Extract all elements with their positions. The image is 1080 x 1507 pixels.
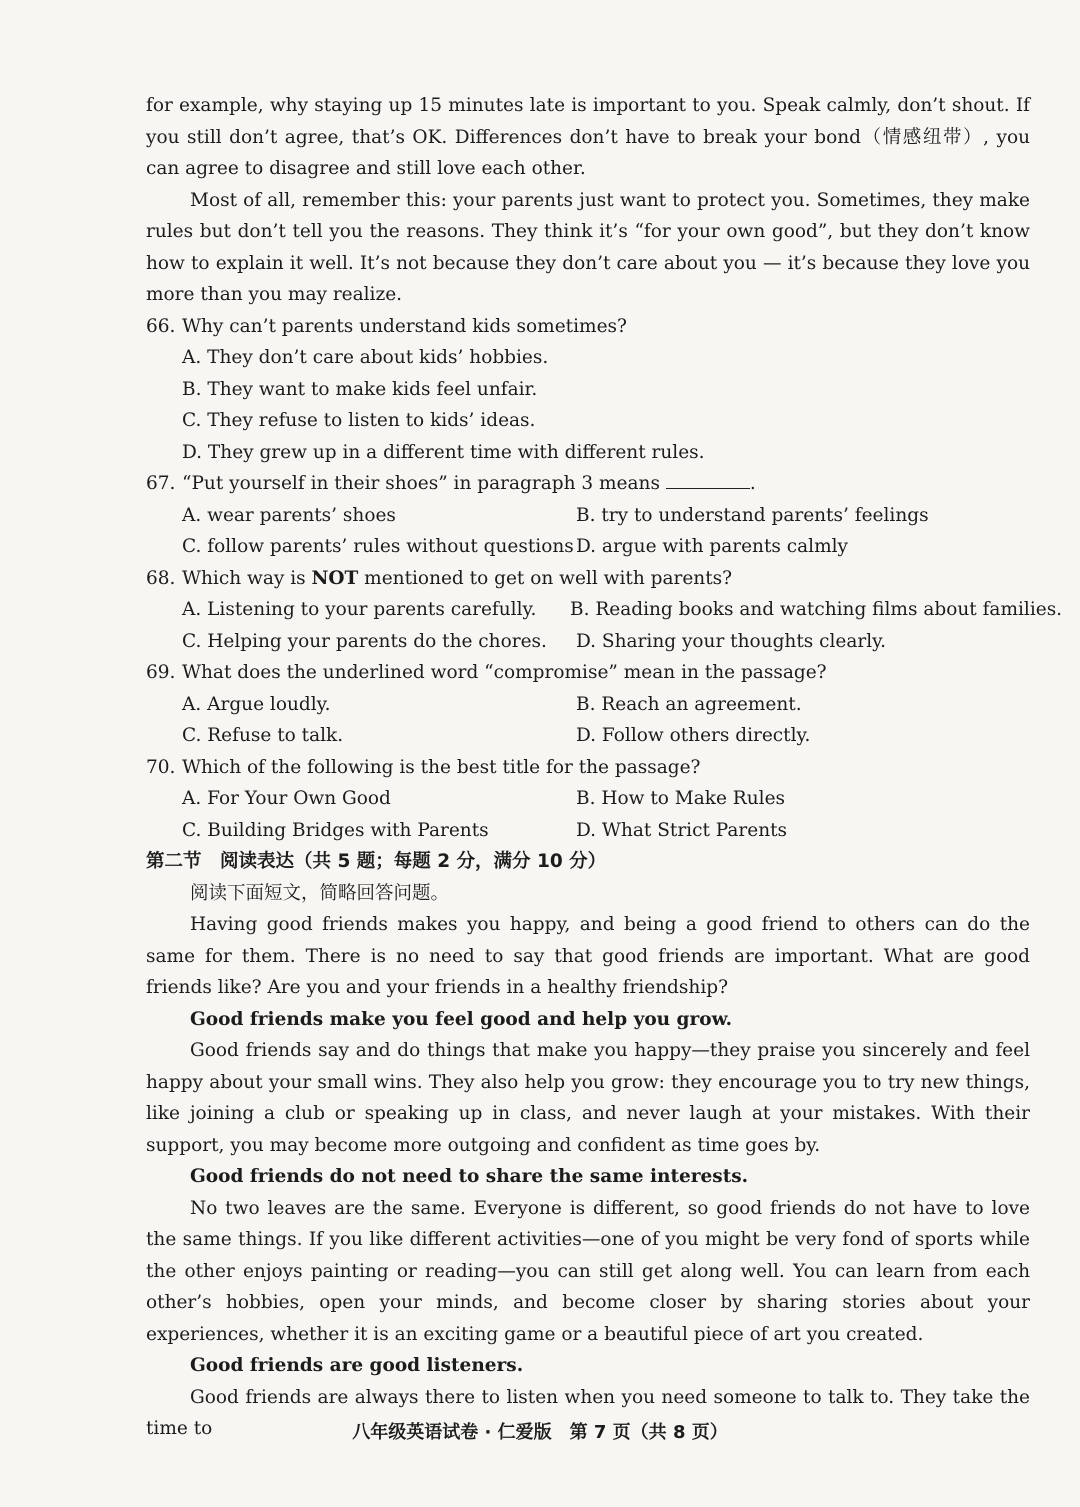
section-instruction: 阅读下面短文，简略回答问题。 (190, 882, 450, 904)
option-b: B. They want to make kids feel unfair. (182, 378, 538, 400)
option-d: D. Follow others directly. (576, 725, 811, 746)
question-text: mentioned to get on well with parents? (358, 567, 733, 589)
answer-blank[interactable] (666, 468, 750, 489)
passage-subheading: Good friends make you feel good and help you grow. (190, 1008, 733, 1030)
question-67: 67. “Put yourself in their shoes” in paragraph 3 means . A. wear parents’ shoes B. try to understand parents’ feelings C. follow parents’ rules without questions D. argue with parents calmly (146, 468, 1030, 563)
passage-paragraph: Having good friends makes you happy, and being a good friend to others can do the same for them. There is no need to say that good friends are important. What are good friends like? Are you and your friends in a healthy friendship? (146, 914, 1030, 998)
question-text: Which of the following is the best title for the passage? (182, 756, 701, 778)
question-number: 70. (146, 756, 176, 778)
option-c: C. Helping your parents do the chores. (182, 630, 547, 652)
option-c: C. Building Bridges with Parents (182, 819, 489, 841)
option-c: C. They refuse to listen to kids’ ideas. (182, 410, 536, 431)
option-a: A. For Your Own Good (182, 788, 391, 809)
option-b: B. Reach an agreement. (576, 693, 802, 715)
page-content (146, 90, 1063, 1445)
passage-subheading: Good friends are good listeners. (190, 1355, 524, 1376)
passage-paragraph: for example, why staying up 15 minutes late is important to you. Speak calmly, don’t shout. If you still don’t agree, that’s OK. Differences don’t have to break your bond（情感纽带）, you can agree to disagree and still love each other. (146, 95, 1030, 179)
option-d: D. Sharing your thoughts clearly. (576, 630, 887, 652)
option-b: B. How to Make Rules (576, 788, 786, 809)
question-text: Why can’t parents understand kids sometimes? (182, 315, 627, 337)
question-text: ” mean in the passage? (608, 662, 827, 683)
passage-paragraph: No two leaves are the same. Everyone is different, so good friends do not have to love the same things. If you like different activities—one of you might be very fond of sports while the other enjoys painting or reading—you can still get along well. You can learn from each other’s hobbies, open your minds, and become closer by sharing stories about your experiences, whether it is an exciting game or a beautiful piece of art you created. (146, 1197, 1030, 1345)
option-c: C. Refuse to talk. (182, 725, 344, 746)
passage-paragraph: Good friends are always there to listen when you need someone to talk to. They take the time to (146, 1386, 1030, 1439)
question-text: What does the underlined word “ (182, 662, 494, 683)
section-title: 第二节 阅读表达（共 5 题；每题 2 分，满分 10 分） (146, 851, 607, 872)
option-d: D. They grew up in a different time with different rules. (182, 441, 705, 463)
option-c: C. follow parents’ rules without questions (182, 536, 574, 557)
page-footer: 八年级英语试卷 · 仁爱版 第 7 页（共 8 页） (352, 1422, 728, 1443)
option-a: A. They don’t care about kids’ hobbies. (182, 347, 549, 368)
question-69 (146, 657, 1030, 752)
question-number: 66. (146, 315, 176, 337)
question-70 (146, 752, 1030, 847)
option-d: D. argue with parents calmly (576, 536, 848, 557)
question-number: 68. (146, 567, 176, 589)
underlined-word: compromise (493, 662, 609, 683)
option-b: B. Reading books and watching films about families. (570, 599, 1063, 620)
question-number: 69. (146, 662, 176, 683)
option-d: D. What Strict Parents (576, 819, 788, 841)
option-a: A. Argue loudly. (182, 693, 331, 715)
option-a: A. wear parents’ shoes (182, 504, 396, 526)
question-66 (146, 311, 1030, 469)
passage-paragraph: Good friends say and do things that make you happy—they praise you sincerely and feel happy about your small wins. They also help you grow: they encourage you to try new things, like joining a club or speaking up in class, and never laugh at your mistakes. With their support, you may become more outgoing and confident as time goes by. (146, 1040, 1030, 1156)
question-text: “Put yourself in their shoes” in paragraph 3 means (182, 473, 660, 494)
question-emphasis: NOT (311, 567, 359, 589)
question-68 (146, 563, 1063, 658)
passage-subheading: Good friends do not need to share the same interests. (190, 1166, 749, 1187)
question-text: Which way is (182, 567, 312, 589)
question-number: 67. (146, 473, 176, 494)
option-a: A. Listening to your parents carefully. (182, 599, 537, 620)
option-b: B. try to understand parents’ feelings (576, 504, 929, 526)
passage-paragraph: Most of all, remember this: your parents just want to protect you. Sometimes, they make rules but don’t tell you the reasons. They think it’s “for your own good”, but they don’t know how to explain it well. It’s not because they don’t care about you — it’s because they love you more than you may realize. (146, 189, 1030, 305)
